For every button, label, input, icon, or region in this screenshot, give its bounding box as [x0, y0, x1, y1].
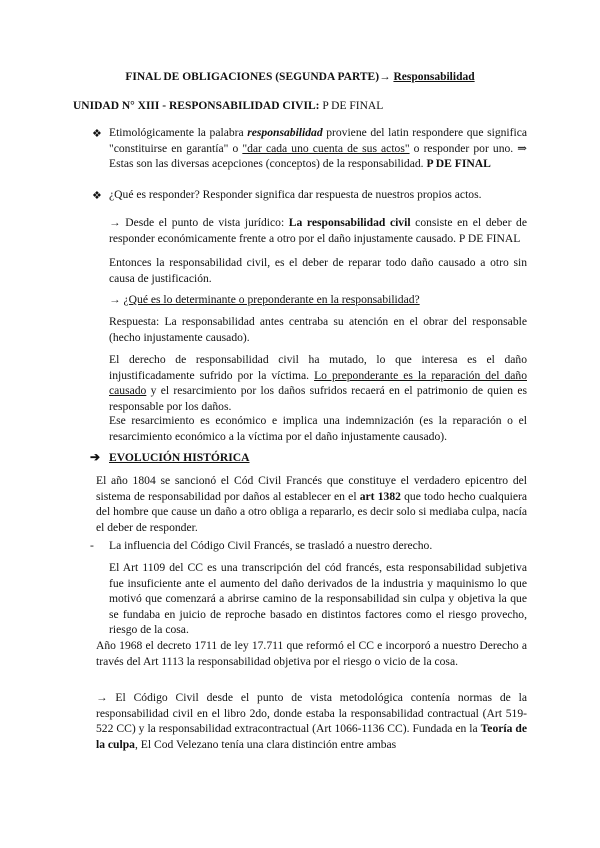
- para-entonces: Entonces la responsabilidad civil, es el deber de reparar todo daño causado a otro sin causa de justificación.: [109, 256, 527, 285]
- quote-dar-cuenta: "dar cada uno cuenta de sus actos": [242, 141, 410, 155]
- page-title: [0, 71, 600, 83]
- para-ano-1968: Año 1968 el decreto 1711 de ley 17.711 que reformó el CC e incorporó a nuestro Derecho a través del Art 1113 la responsabilidad objetiva por el riesgo o vicio de la cosa.: [96, 639, 527, 668]
- para-art-1109: El Art 1109 del CC es una transcripción del cód francés, esta responsabilidad subjetiva fue insuficiente ante el aumento del daño derivados de la industria y maquinismo lo que motivó que comenzará a abrirse camino de la responsabilidad sin culpa y objetiva la que se fundaba en juicio de reproche basado en distintos factores como el riesgo provecho, riesgo de la cosa.: [109, 561, 527, 636]
- term-responsabilidad: responsabilidad: [247, 126, 323, 139]
- unit-heading: [73, 100, 383, 112]
- para-resarcimiento: Ese resarcimiento es económico e implica una indemnización (es la reparación o el resarcimiento económico a la víctima por el daño injustamente causado).: [109, 414, 527, 443]
- title-main: FINAL DE OBLIGACIONES (SEGUNDA PARTE): [125, 71, 380, 83]
- art-1382: art 1382: [359, 489, 401, 503]
- dash-bullet-icon: -: [90, 539, 94, 552]
- title-topic: Responsabilidad: [393, 71, 475, 83]
- term-responsabilidad-civil: La responsabilidad civil: [288, 216, 411, 229]
- underlined-preponderante: Lo preponderante es la reparación del daño causado: [109, 368, 527, 397]
- final-tag: P DE FINAL: [426, 157, 491, 170]
- dash-item-influencia: La influencia del Código Civil Francés, se trasladó a nuestro derecho.: [109, 539, 433, 552]
- para-pregunta-determinante: → ¿Qué es lo determinante o preponderante en la responsabilidad?: [109, 293, 420, 306]
- arrow-bullet-icon: ➔: [90, 450, 101, 464]
- diamond-bullet-icon: ❖: [92, 128, 102, 140]
- unit-heading-tag: P DE FINAL: [319, 100, 384, 112]
- teoria-de-la-culpa: Teoría de la culpa: [96, 722, 527, 751]
- para-respuesta: Respuesta: La responsabilidad antes centraba su atención en el obrar del responsable (hecho injustamente causado).: [109, 315, 527, 344]
- unit-heading-text: UNIDAD N° XIII - RESPONSABILIDAD CIVIL:: [73, 100, 320, 112]
- bullet-etimologia: Etimológicamente la palabra responsabilidad proviene del latin respondere que significa "constituirse en garantía" o "dar cada uno cuenta de sus actos" o responder por uno. ⇒ Estas son las diversas acepciones (conceptos) de la responsabilidad. P DE FINAL: [109, 126, 528, 170]
- title-arrow: →: [379, 71, 391, 83]
- para-punto-de-vista-juridico: → Desde el punto de vista jurídico: La responsabilidad civil consiste en el deber de responder económicamente frente a otro por el daño injustamente causado. P DE FINAL: [109, 216, 527, 245]
- bullet-responder: ¿Qué es responder? Responder significa dar respuesta de nuestros propios actos.: [109, 188, 482, 201]
- para-codigo-frances: El año 1804 se sancionó el Cód Civil Francés que constituye el verdadero epicentro del sistema de responsabilidad por daños al establecer en el art 1382 que todo hecho cualquiera del hombre que cause un daño a otro obliga a repararlo, es decir solo si mediaba culpa, nacía el deber de responder.: [96, 474, 528, 534]
- section-heading-evolucion: EVOLUCIÓN HISTÓRICA: [109, 451, 250, 464]
- para-derecho-mutado: El derecho de responsabilidad civil ha mutado, lo que interesa es el daño injustificadamente sufrido por la víctima. Lo preponderante es la reparación del daño causado y el resarcimiento por los daños sufridos recaerá en el patrimonio de quien es responsable por los daños.: [109, 353, 527, 413]
- diamond-bullet-icon: ❖: [92, 190, 102, 202]
- para-codigo-civil-metodologia: → El Código Civil desde el punto de vista metodológica contenía normas de la responsabilidad civil en el libro 2do, donde estaba la responsabilidad contractual (Art 519-522 CC) y la responsabilidad extracontractual (Art 1066-1136 CC). Fundada en la Teoría de la culpa, El Cod Velezano tenía una clara distinción entre ambas: [96, 691, 527, 751]
